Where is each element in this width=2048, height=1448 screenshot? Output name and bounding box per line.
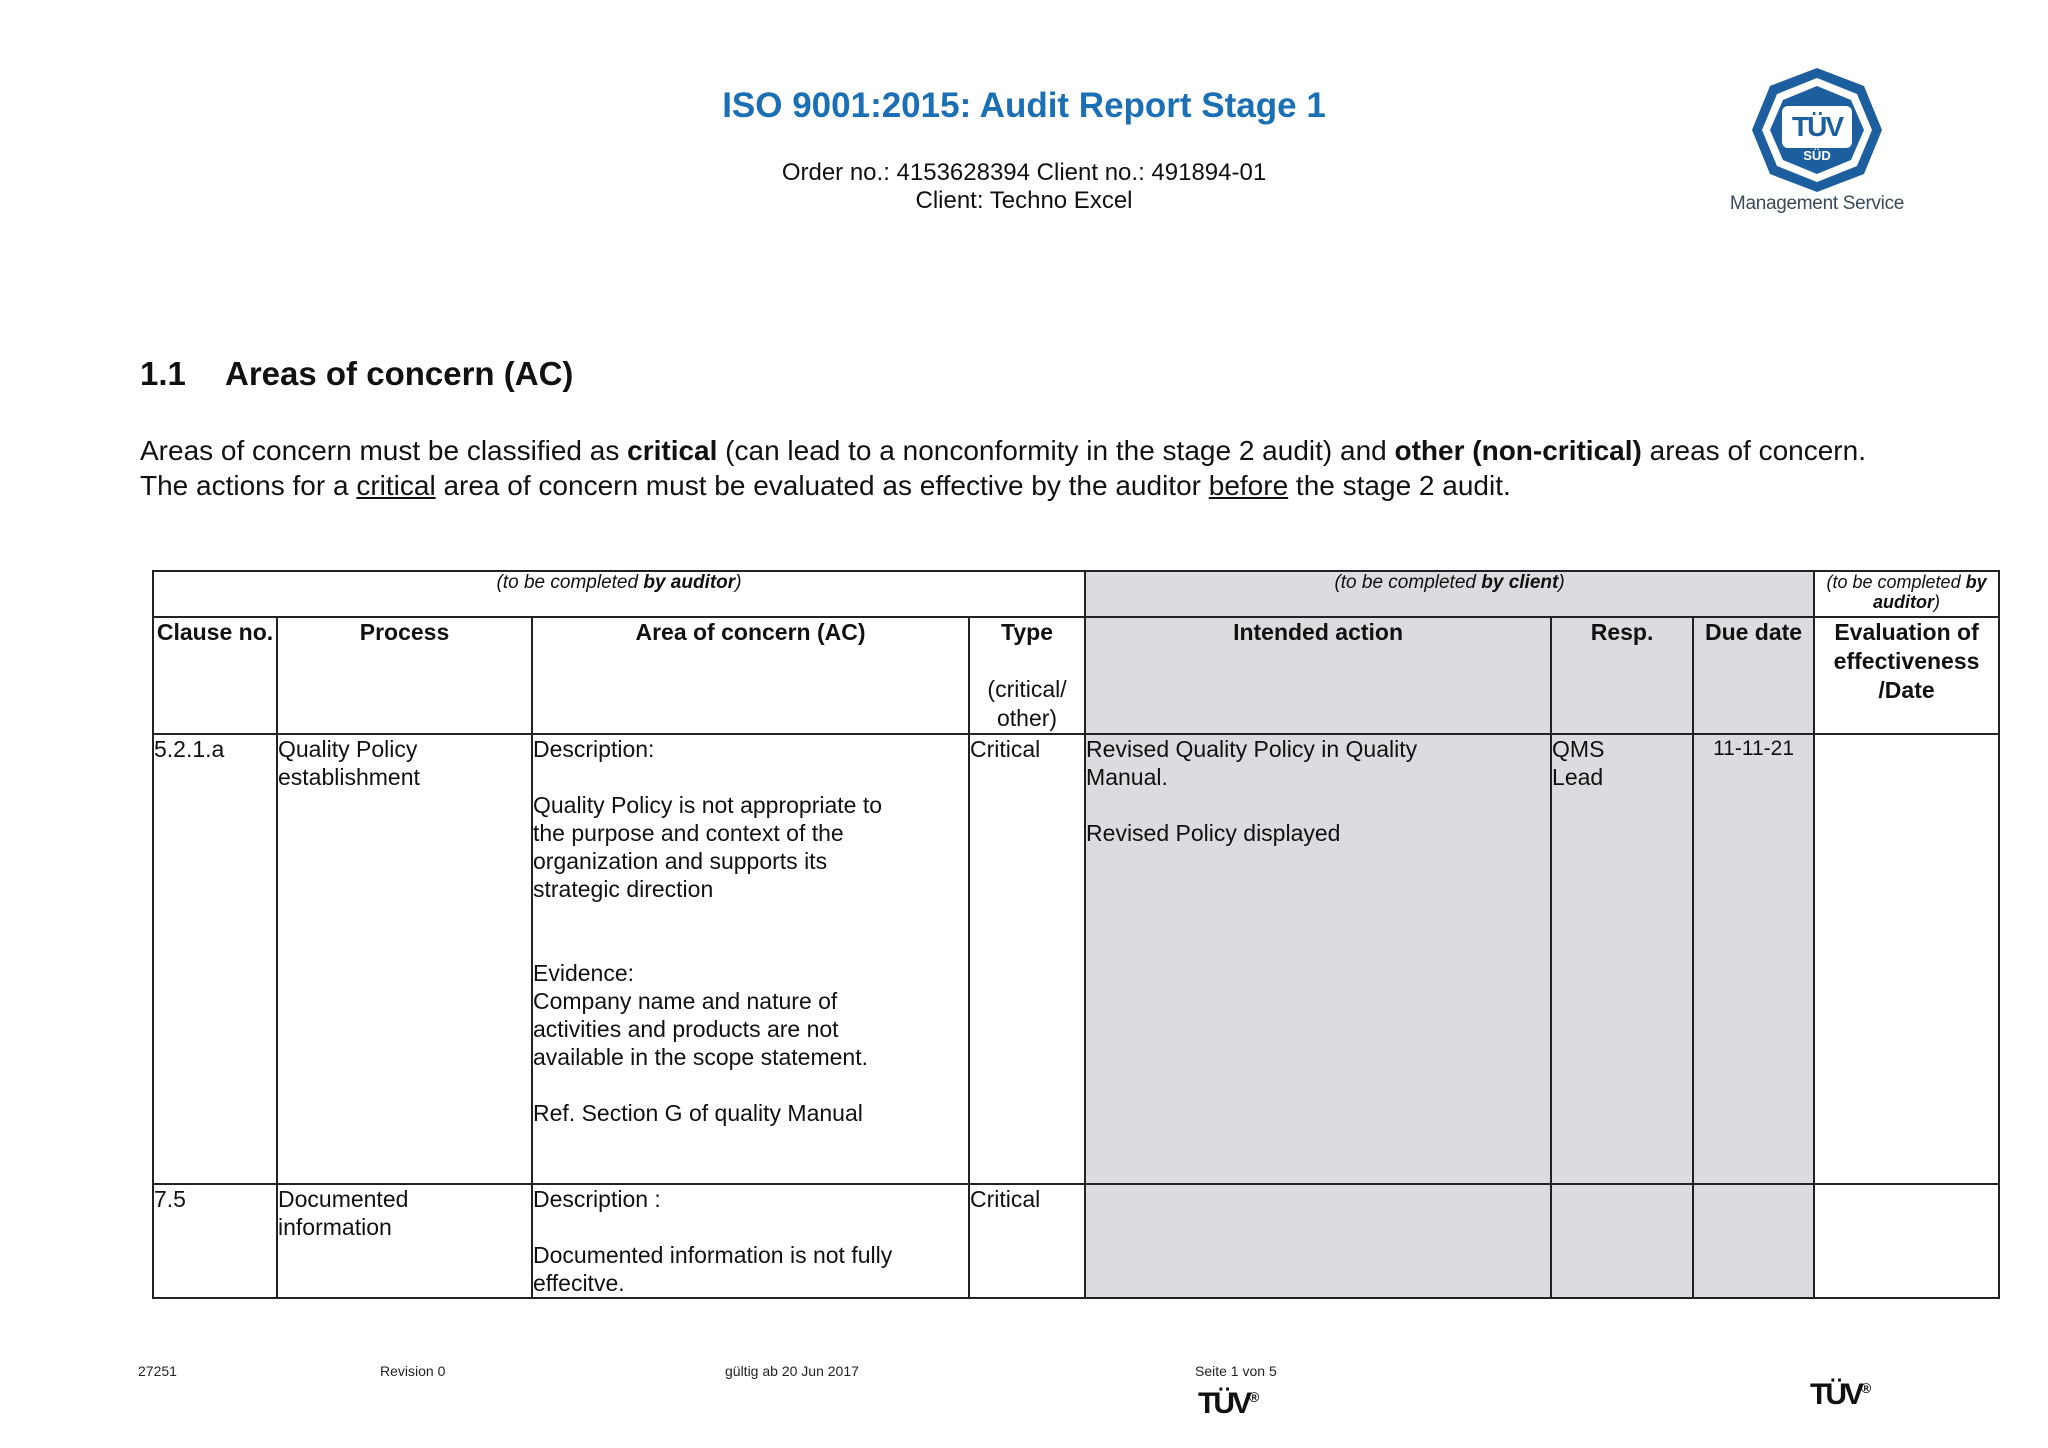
col-clause: Clause no. — [153, 617, 277, 734]
col-evaluation: Evaluation of effectiveness /Date — [1814, 617, 1999, 734]
footer-valid-from: gültig ab 20 Jun 2017 — [725, 1363, 859, 1379]
cell-clause: 5.2.1.a — [153, 734, 277, 1184]
footer-page: Seite 1 von 5 — [1195, 1363, 1277, 1379]
cell-resp — [1551, 1184, 1693, 1298]
footer-tuv-logo-right: TÜV® — [1810, 1378, 1872, 1411]
cell-clause: 7.5 — [153, 1184, 277, 1298]
intro-line-1: Areas of concern must be classified as critical (can lead to a nonconformity in the stage 2 audit) and other (non-critical) areas of concern. — [140, 435, 1866, 466]
col-resp: Resp. — [1551, 617, 1693, 734]
group-auditor: (to be completed by auditor) — [153, 571, 1085, 617]
section-number: 1.1 — [140, 355, 186, 392]
table-row — [153, 1184, 1999, 1298]
cell-area-of-concern: Description: Quality Policy is not appropriate to the purpose and context of the organization and supports its strategic direction Evidence: Company name and nature of activities and products are not available in the scope statement. Ref. Section G of quality Manual — [532, 734, 969, 1184]
group-client: (to be completed by client) — [1085, 571, 1814, 617]
cell-evaluation — [1814, 734, 1999, 1184]
intro-text — [140, 433, 1960, 503]
cell-intended-action: Revised Quality Policy in Quality Manual. Revised Policy displayed — [1085, 734, 1551, 1184]
cell-process: Documented information — [277, 1184, 532, 1298]
table-row — [153, 734, 1999, 1184]
footer-tuv-logo-center: TÜV® — [1198, 1387, 1260, 1420]
logo-caption: Management Service — [1729, 193, 1905, 214]
col-process: Process — [277, 617, 532, 734]
cell-due-date: 11-11-21 — [1693, 734, 1814, 1184]
cell-type: Critical — [969, 734, 1085, 1184]
client-name: Client: Techno Excel — [915, 187, 1133, 214]
section-heading — [140, 355, 573, 393]
cell-process: Quality Policy establishment — [277, 734, 532, 1184]
intro-line-2: The actions for a critical area of concern must be evaluated as effective by the auditor before the stage 2 audit. — [140, 470, 1511, 501]
section-title: Areas of concern (AC) — [225, 355, 574, 392]
col-due-date: Due date — [1693, 617, 1814, 734]
cell-evaluation — [1814, 1184, 1999, 1298]
col-area-of-concern: Area of concern (AC) — [532, 617, 969, 734]
footer-doc-number: 27251 — [138, 1363, 177, 1379]
logo-sud-text: SÜD — [1803, 148, 1831, 163]
report-title: ISO 9001:2015: Audit Report Stage 1 — [722, 86, 1326, 125]
cell-intended-action — [1085, 1184, 1551, 1298]
col-intended-action: Intended action — [1085, 617, 1551, 734]
order-client-numbers: Order no.: 4153628394 Client no.: 491894-01 — [781, 159, 1267, 186]
col-type: Type (critical/ other) — [969, 617, 1085, 734]
cell-due-date — [1693, 1184, 1814, 1298]
cell-type: Critical — [969, 1184, 1085, 1298]
logo-tuv-text: TÜV — [1792, 111, 1842, 142]
group-eval-auditor: (to be completed by auditor) — [1814, 571, 1999, 617]
cell-resp: QMS Lead — [1551, 734, 1693, 1184]
table-group-header — [153, 571, 1999, 617]
col-type-sub: (critical/ other) — [987, 676, 1067, 731]
areas-of-concern-table — [152, 570, 2000, 1299]
cell-area-of-concern: Description : Documented information is not fully effecitve. — [532, 1184, 969, 1298]
table-column-header — [153, 617, 1999, 734]
footer-revision: Revision 0 — [380, 1363, 446, 1379]
